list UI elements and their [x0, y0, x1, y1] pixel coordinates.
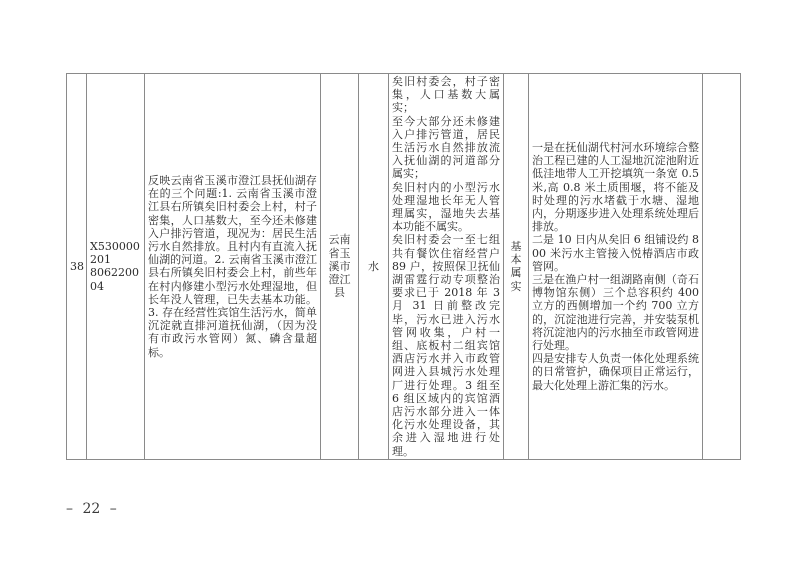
verification-paragraph-3: 矣旧村内的小型污水处理湿地长年无人管理属实，湿地失去基本功能不属实。 — [392, 180, 500, 234]
handling-paragraph-4: 四是安排专人负责一体化处理系统的日常管护，确保项目正常运行，最大化处理上游汇集的污水。 — [532, 352, 699, 392]
cell-handling-measures — [529, 74, 703, 460]
cell-validity-status: 基本属实 — [504, 74, 529, 460]
cell-complaint-description — [145, 74, 321, 460]
case-code-line2: 806220004 — [90, 266, 139, 293]
cell-region: 云南省玉溪市澄江县 — [321, 74, 359, 460]
table-row — [67, 74, 741, 460]
page-number: – 22 – — [66, 501, 117, 517]
handling-paragraph-1: 一是在抚仙湖代村河水环境综合整治工程已建的人工湿地沉淀池附近低洼地带人工开挖填筑一条宽 0.5 米,高 0.8 米土质围堰，将不能及时处理的污水堵截于水塘、湿地内，分期逐步进入处理系统处理后排放。 — [532, 141, 699, 234]
complaint-report-table — [66, 73, 741, 460]
cell-serial-number: 38 — [67, 74, 87, 460]
handling-paragraph-2: 二是 10 日内从矣旧 6 组铺设约 800 米污水主管接入悦椿酒店市政管网。 — [532, 233, 699, 273]
cell-case-code — [87, 74, 145, 460]
case-code-line1: X530000201 — [90, 240, 140, 267]
verification-paragraph-1: 矣旧村委会，村子密集，人口基数大属实； — [392, 75, 500, 115]
complaint-text: 反映云南省玉溪市澄江县抚仙湖存在的三个问题:1. 云南省玉溪市澄江县右所镇矣旧村委会上村，村子密集，人口基数大，至今还未修建入户排污管道，现况为：居民生活污水自然排放。且村内有直流入抚仙湖的河道。2. 云南省玉溪市澄江县右所镇矣旧村委会上村，前些年在村内修建小型污水处理湿地，但长年没人管理，已失去基本功能。3. 存在经营性宾馆生活污水，简单沉淀就直排河道抚仙湖，（因为没有市政污水管网）氮、磷含量超标。 — [148, 174, 317, 359]
verification-paragraph-4: 矣旧村委会一至七组共有餐饮住宿经营户 89 户，按照保卫抚仙湖雷霆行动专项整治要求已于 2018 年 3 月 31 日前整改完毕，污水已进入污水管网收集，户村一组、底板村二组宾馆酒店污水并入市政管网进入县城污水处理厂进行处理。3 组至 6 组区域内的宾馆酒店污水部分进入一体化污水处理设备，其余进入湿地进行处理。 — [392, 233, 500, 458]
cell-verification-findings — [389, 74, 504, 460]
cell-pollution-type: 水 — [359, 74, 389, 460]
cell-accountability-empty — [703, 74, 741, 460]
verification-paragraph-2: 至今大部分还未修建入户排污管道，居民生活污水自然排放流入抚仙湖的河道部分属实； — [392, 114, 500, 181]
handling-paragraph-3: 三是在渔户村一组湖路南侧（奇石博物馆东侧）三个总容积约 400 立方的西侧增加一个约 700 立方的，沉淀池进行完善，并安装泵机将沉淀池内的污水抽至市政管网进行处理。 — [532, 273, 699, 353]
